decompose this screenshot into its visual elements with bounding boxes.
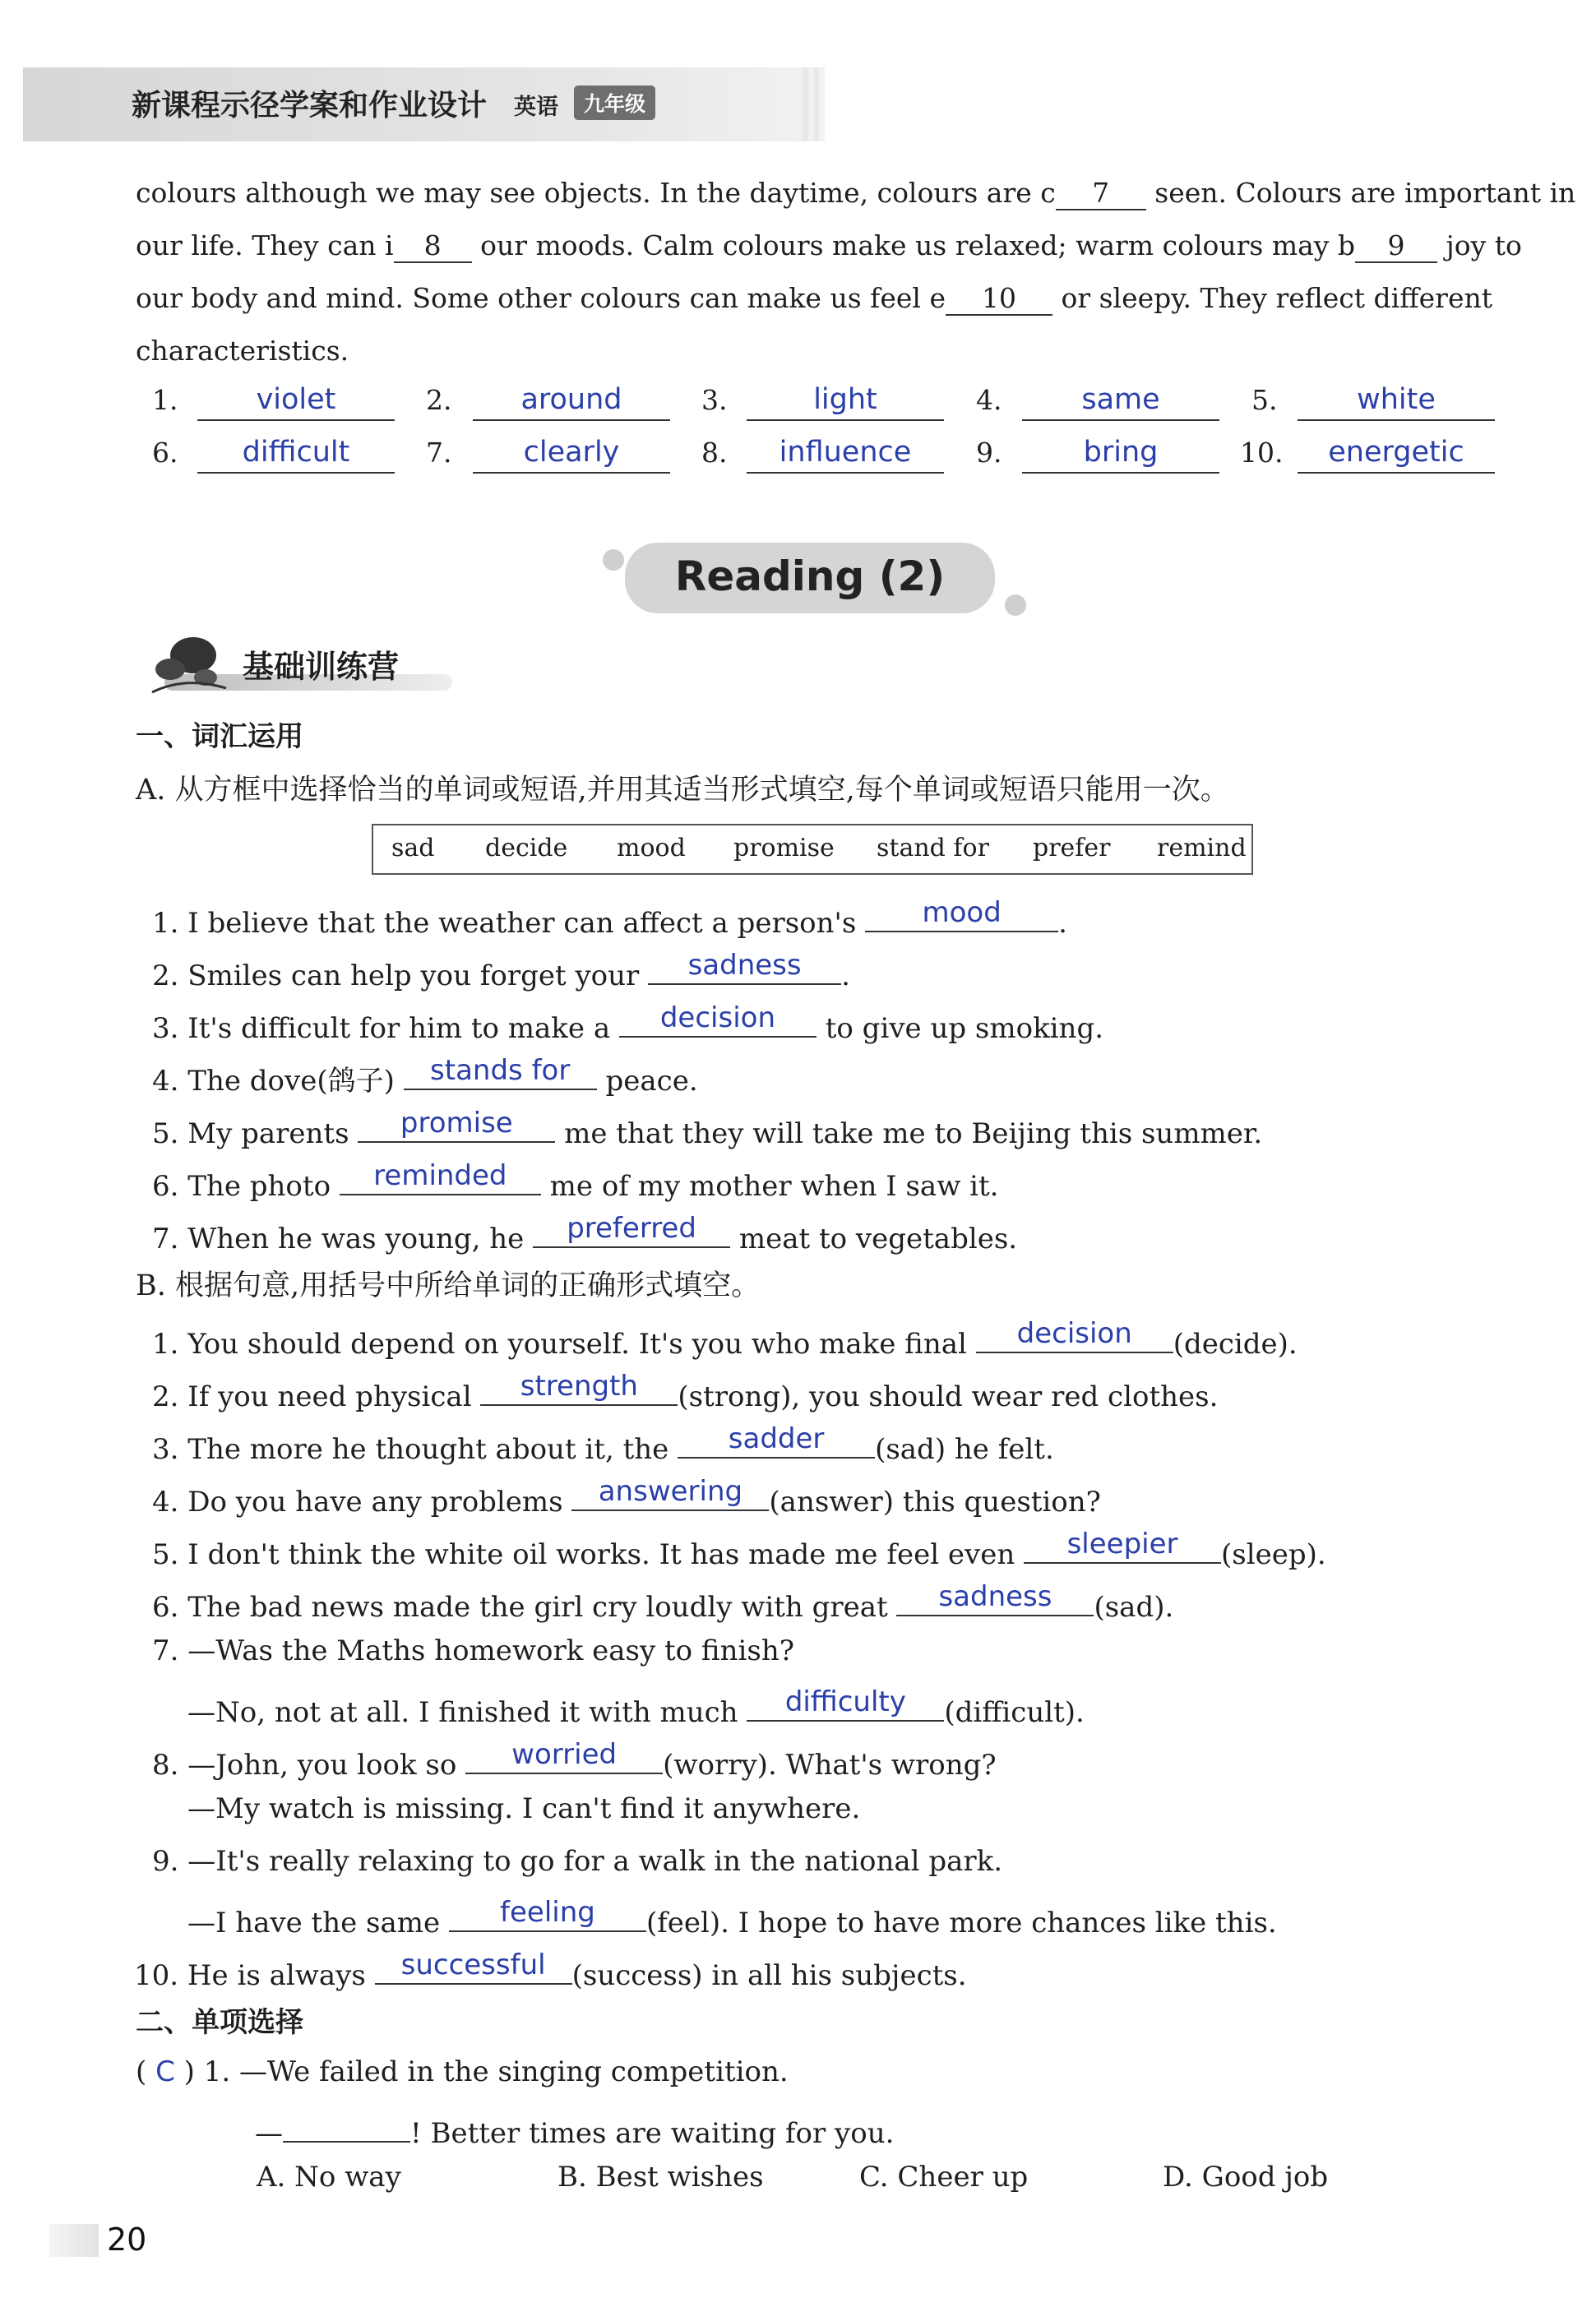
partB-item: 2. If you need physical strength (strong), you should wear red clothes. — [152, 1370, 1219, 1413]
grid-answer: energetic — [1298, 439, 1495, 474]
grid-num: 4. — [976, 384, 1002, 416]
answer-blank: worried — [465, 1740, 663, 1774]
leaf-icon — [136, 626, 234, 696]
grid-num: 3. — [701, 384, 728, 416]
grid-answer: white — [1298, 386, 1495, 421]
partB-item: 8. —John, you look so worried (worry). What's wrong? — [152, 1738, 997, 1782]
answer-blank: sadness — [648, 950, 841, 985]
answer-blank: reminded — [340, 1161, 541, 1195]
mc-option: A. No way — [257, 2161, 401, 2194]
grid-num: 7. — [426, 437, 452, 469]
grid-answer: light — [747, 386, 944, 421]
banner-dot — [603, 549, 624, 571]
answer-blank: feeling — [449, 1898, 646, 1932]
grid-answer: bring — [1022, 439, 1219, 474]
answer-blank: decision — [976, 1319, 1173, 1353]
mc-option: D. Good job — [1163, 2161, 1329, 2194]
partB-item-reply: —No, not at all. I finished it with much difficulty (difficult). — [187, 1685, 1085, 1729]
header-stripe — [802, 67, 808, 141]
partA-item: 2. Smiles can help you forget your sadness . — [152, 949, 850, 992]
page-number-strip — [49, 2224, 99, 2257]
passage-line: colours although we may see objects. In the daytime, colours are c 7 seen. Colours are important in — [136, 177, 1576, 209]
passage-gap: 8 — [394, 229, 472, 263]
grid-num: 9. — [976, 437, 1002, 469]
word-bank-item: stand for — [877, 834, 989, 862]
answer-blank: successful — [375, 1950, 572, 1985]
part2-heading: 二、单项选择 — [136, 2006, 303, 2039]
book-title: 新课程示径学案和作业设计 — [132, 89, 488, 123]
answer-blank: stands for — [404, 1056, 597, 1090]
partB-instruction: B. 根据句意,用括号中所给单词的正确形式填空。 — [136, 1269, 761, 1302]
answer-blank: strength — [480, 1371, 678, 1406]
grid-answer: clearly — [473, 439, 670, 474]
subsection-title: 基础训练营 — [243, 649, 400, 685]
partA-item: 5. My parents promise me that they will take me to Beijing this summer. — [152, 1107, 1263, 1150]
grid-num: 6. — [152, 437, 178, 469]
word-bank-item: prefer — [1033, 834, 1111, 862]
partB-item: 1. You should depend on yourself. It's you who make final decision (decide). — [152, 1317, 1298, 1361]
grid-answer: same — [1022, 386, 1219, 421]
mc-answer: C — [155, 2055, 175, 2088]
word-bank-item: sad — [391, 834, 435, 862]
mc-question: ( C ) 1. —We failed in the singing competition. — [136, 2055, 789, 2088]
mc-option: C. Cheer up — [859, 2161, 1029, 2194]
grid-answer: difficult — [197, 439, 395, 474]
partA-item: 7. When he was young, he preferred meat to vegetables. — [152, 1212, 1018, 1255]
answer-blank: preferred — [533, 1214, 730, 1248]
passage-line: our body and mind. Some other colours can make us feel e 10 or sleepy. They reflect different — [136, 282, 1493, 314]
grid-num: 1. — [152, 384, 178, 416]
partB-item: 10. He is always successful (success) in all his subjects. — [134, 1949, 967, 1992]
page-number: 20 — [107, 2221, 147, 2258]
grade-badge: 九年级 — [574, 86, 655, 120]
answer-blank: sadness — [896, 1582, 1094, 1616]
word-bank-item: mood — [617, 834, 686, 862]
partB-item: 3. The more he thought about it, the sadder (sad) he felt. — [152, 1422, 1054, 1466]
partB-item: 9. —It's really relaxing to go for a walk in the national park. — [152, 1845, 1003, 1878]
partA-item: 4. The dove(鸽子) stands for peace. — [152, 1054, 698, 1098]
passage-gap: 10 — [946, 282, 1052, 316]
passage-line: characteristics. — [136, 335, 349, 367]
partA-item: 3. It's difficult for him to make a decision to give up smoking. — [152, 1001, 1104, 1045]
passage-gap: 9 — [1355, 229, 1437, 263]
header-stripe — [814, 67, 819, 141]
partB-item: 4. Do you have any problems answering (answer) this question? — [152, 1475, 1101, 1519]
passage-gap: 7 — [1056, 177, 1146, 210]
partA-item: 1. I believe that the weather can affect a person's mood . — [152, 896, 1067, 940]
grid-num: 2. — [426, 384, 452, 416]
grid-num: 5. — [1251, 384, 1278, 416]
part1-heading: 一、词汇运用 — [136, 720, 303, 753]
section-title: Reading (2) — [674, 552, 946, 600]
grid-num: 8. — [701, 437, 728, 469]
answer-blank — [283, 2108, 410, 2143]
answer-blank: answering — [571, 1477, 769, 1511]
word-bank-item: remind — [1157, 834, 1247, 862]
answer-blank: decision — [619, 1003, 817, 1038]
mc-line2: — ! Better times are waiting for you. — [255, 2108, 894, 2150]
partB-item: 5. I don't think the white oil works. It has made me feel even sleepier (sleep). — [152, 1528, 1326, 1571]
grid-num: 10. — [1240, 437, 1284, 469]
partA-instruction: A. 从方框中选择恰当的单词或短语,并用其适当形式填空,每个单词或短语只能用一次。 — [136, 774, 1229, 807]
grid-answer: influence — [747, 439, 944, 474]
answer-blank: sadder — [678, 1424, 875, 1459]
mc-option: B. Best wishes — [557, 2161, 764, 2194]
partA-item: 6. The photo reminded me of my mother when I saw it. — [152, 1159, 999, 1203]
partB-item-reply: —I have the same feeling (feel). I hope to have more chances like this. — [187, 1896, 1277, 1939]
partB-item: 6. The bad news made the girl cry loudly with great sadness (sad). — [152, 1580, 1174, 1624]
answer-blank: mood — [865, 898, 1058, 932]
answer-blank: sleepier — [1024, 1529, 1221, 1564]
word-bank-item: decide — [485, 834, 568, 862]
grid-answer: violet — [197, 386, 395, 421]
partB-item: 7. —Was the Maths homework easy to finish? — [152, 1634, 794, 1667]
banner-dot — [1005, 594, 1026, 616]
subject-label: 英语 — [514, 95, 558, 120]
word-bank-item: promise — [733, 834, 835, 862]
answer-blank: difficulty — [747, 1687, 944, 1722]
answer-blank: promise — [358, 1108, 555, 1143]
passage-line: our life. They can i 8 our moods. Calm colours make us relaxed; warm colours may b 9 joy to — [136, 229, 1522, 261]
partB-item-reply: —My watch is missing. I can't find it anywhere. — [187, 1792, 861, 1825]
grid-answer: around — [473, 386, 670, 421]
